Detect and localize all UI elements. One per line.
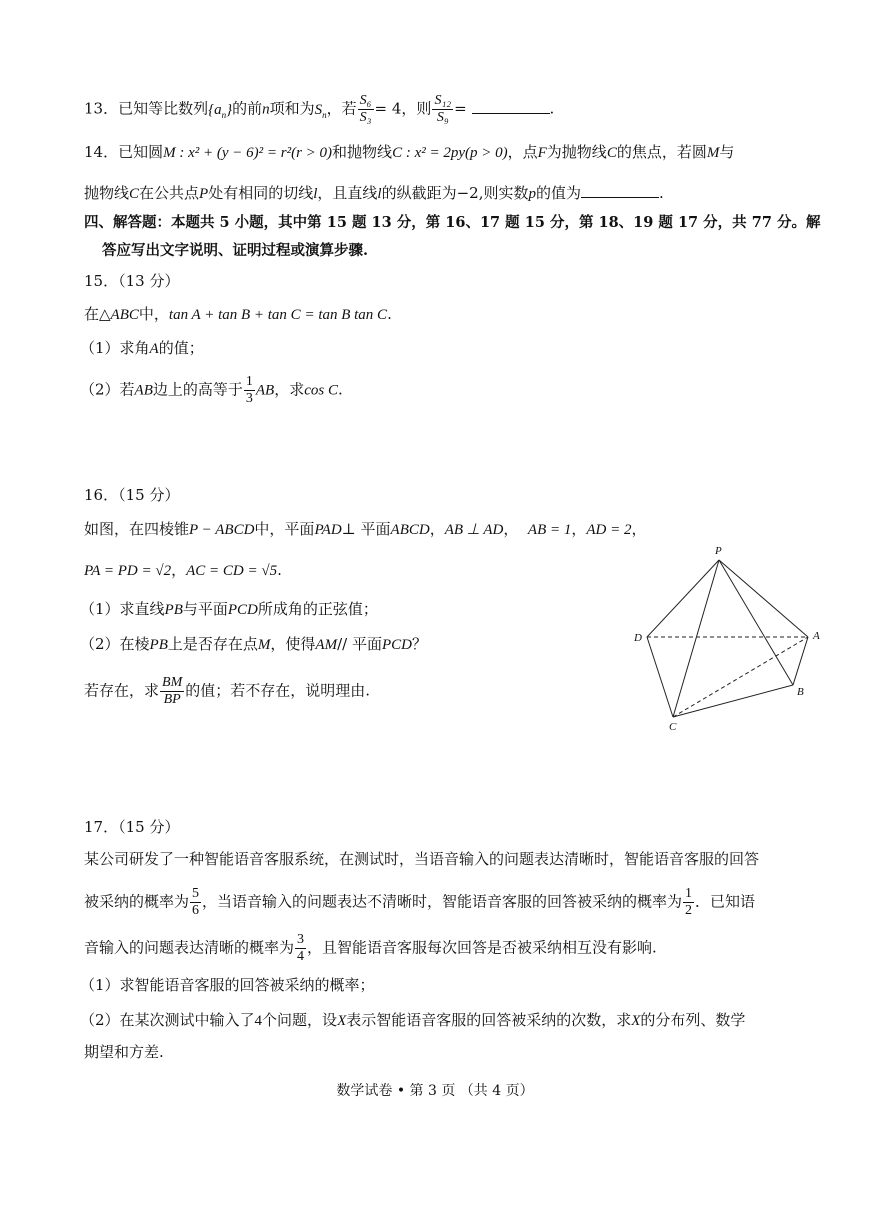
- q17-part-2: （2）在某次测试中输入了4个问题，设X表示智能语音客服的回答被采纳的次数，求X的分布列、数学: [80, 1011, 746, 1029]
- vertex-label-A: A: [813, 630, 820, 642]
- section-header-line-1: 四、解答题：本题共 5 小题，其中第 15 题 13 分，第 16、17 题 15 分，第 18、19 题 17 分，共 77 分。解: [84, 214, 821, 231]
- q13-text: 的前: [232, 99, 263, 118]
- q13-answer-blank: [472, 99, 550, 114]
- q17-stem-line-3: 音输入的问题表达清晰的概率为 $\frac{3}{4}$ ，且智能语音客服每次回答是否被采纳相互没有影响.: [84, 932, 657, 964]
- vertex-label-B: B: [797, 686, 804, 698]
- q13-n: n: [262, 101, 270, 118]
- q13-text: 已知等比数列: [118, 99, 209, 118]
- q14-parabola-eq: C : x² = 2py(p > 0): [392, 145, 508, 161]
- vertex-label-P: P: [715, 545, 722, 557]
- vertex-label-D: D: [634, 632, 642, 644]
- q13-seq: $\{a_n\}$: [208, 101, 233, 120]
- q17-fraction-1: $\frac{5}{6}$: [192, 886, 200, 918]
- q16-stem-line-1: 如图，在四棱锥P − ABCD中，平面PAD⊥ 平面ABCD，AB ⊥ AD， AB = 1，AD = 2，: [84, 520, 647, 538]
- pyramid-figure: [625, 540, 845, 740]
- q17-fraction-3: $\frac{3}{4}$: [297, 932, 305, 964]
- vertex-label-C: C: [669, 721, 677, 733]
- q15-cosC: cos C: [304, 382, 338, 399]
- q16-part-1: （1）求直线PB与平面PCD所成角的正弦值；: [80, 600, 378, 618]
- q13-fraction-1: $\frac{\text{S₆}}{\text{S₃}}$: [359, 93, 372, 125]
- q14-circle-eq: M : x² + (y − 6)² = r²(r > 0): [163, 145, 333, 161]
- q13-fraction-2: $\frac{\text{S₁₂}}{\text{S₉}}$: [434, 93, 452, 125]
- q15-heading: 15．（13 分）: [84, 272, 180, 290]
- q17-fraction-2: $\frac{1}{2}$: [685, 886, 693, 918]
- q15-fraction: $\frac{1}{3}$: [245, 374, 253, 406]
- edge-DC: [647, 637, 673, 717]
- q13-line: [84, 93, 554, 126]
- q14-line-1: 14．已知圆M : x² + (y − 6)² = r²(r > 0)和抛物线C : x² = 2py(p > 0)，点F为抛物线C的焦点，若圆M与: [84, 143, 735, 161]
- edge-CB: [673, 685, 793, 717]
- page-footer: 数学试卷 • 第 3 页 （共 4 页）: [336, 1083, 534, 1099]
- q13-sn: $S_n$: [314, 101, 327, 120]
- q13-eq: = 4: [374, 99, 402, 118]
- q13-end: .: [549, 99, 555, 118]
- q15-equation: tan A + tan B + tan C = tan B tan C: [168, 307, 388, 323]
- edge-PA: [719, 560, 808, 637]
- q13-number: 13．: [84, 99, 119, 118]
- q17-stem-line-1: 某公司研发了一种智能语音客服系统，在测试时，当语音输入的问题表达清晰时，智能语音客服的回答: [84, 850, 760, 868]
- q16-part-2: （2）在棱PB上是否存在点M，使得AM// 平面PCD？: [80, 635, 427, 653]
- q13-text: 项和为: [269, 99, 315, 118]
- q15-stem: 在△ABC中，tan A + tan B + tan C = tan B tan C.: [84, 305, 392, 323]
- q14-line-2: 抛物线C在公共点P处有相同的切线l，且直线l的纵截距为−2,则实数p的值为 .: [84, 184, 664, 202]
- q14-answer-blank: [581, 183, 659, 198]
- q17-part-1: （1）求智能语音客服的回答被采纳的概率；: [80, 976, 375, 994]
- q16-stem-line-2: PA = PD = √2，AC = CD = √5.: [84, 561, 282, 579]
- q15-part-2: （2）若AB边上的高等于 $\frac{1}{3}$ AB，求cos C.: [80, 374, 343, 406]
- q15-part-1: （1）求角A的值；: [80, 339, 204, 357]
- q13-eq: =: [454, 99, 467, 118]
- q16-fraction: $\frac{BM}{BP}$: [162, 675, 183, 707]
- q14-intercept: −2: [456, 184, 479, 202]
- section-header-line-2: 答应写出文字说明、证明过程或演算步骤.: [102, 242, 369, 259]
- q17-stem-line-2: 被采纳的概率为 $\frac{5}{6}$ ，当语音输入的问题表达不清晰时，智能语音客服的回答被采纳的概率为 $\frac{1}{2}$ ．已知语: [84, 886, 756, 918]
- q16-part-2-cont: 若存在，求 $\frac{BM}{BP}$ 的值；若不存在，说明理由.: [84, 675, 371, 707]
- q17-part-2-cont: 期望和方差.: [84, 1043, 164, 1061]
- edge-PB: [719, 560, 793, 685]
- q16-heading: 16．（15 分）: [84, 486, 180, 504]
- q13-text: ，则: [401, 99, 432, 118]
- q17-heading: 17．（15 分）: [84, 818, 180, 836]
- q13-text: ，若: [326, 99, 357, 118]
